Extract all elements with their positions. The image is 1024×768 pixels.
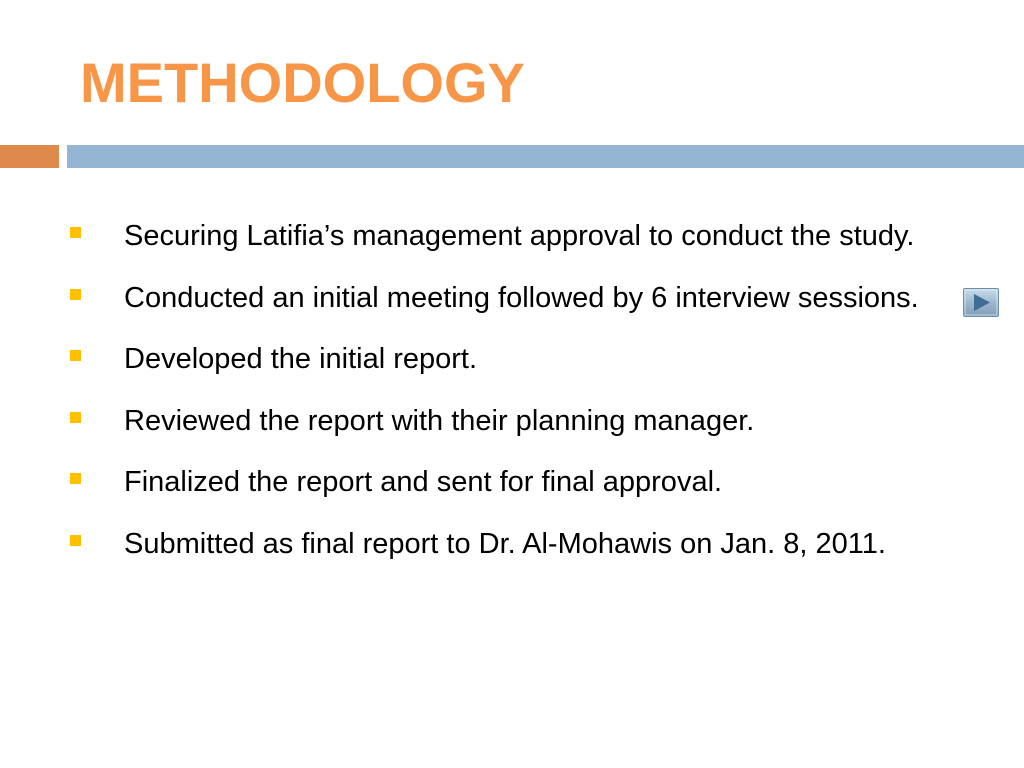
list-item <box>68 329 968 391</box>
bullet-list <box>68 206 968 575</box>
square-bullet-icon <box>70 473 81 484</box>
play-next-icon <box>963 288 999 317</box>
list-item <box>68 268 968 330</box>
bullet-text: Securing Latifia’s management approval to conduct the study. <box>124 220 915 252</box>
list-item <box>68 514 968 576</box>
bullet-text: Finalized the report and sent for final approval. <box>124 466 723 498</box>
title-divider-bar <box>67 145 1024 168</box>
bullet-text: Conducted an initial meeting followed by 6 interview sessions. <box>124 281 919 314</box>
list-item <box>68 391 968 453</box>
bullet-text: Developed the initial report. <box>124 343 478 375</box>
square-bullet-icon <box>70 289 81 300</box>
square-bullet-icon <box>70 412 81 423</box>
bullet-text: Reviewed the report with their planning manager. <box>124 404 755 437</box>
bullet-text: Submitted as final report to Dr. Al-Mohawis on Jan. 8, 2011. <box>124 527 886 560</box>
list-item <box>68 206 968 268</box>
list-item <box>68 452 968 514</box>
square-bullet-icon <box>70 227 81 238</box>
next-slide-button[interactable] <box>963 288 999 317</box>
accent-bar <box>0 145 59 168</box>
slide-title: METHODOLOGY <box>80 51 525 114</box>
square-bullet-icon <box>70 535 81 546</box>
square-bullet-icon <box>70 350 81 361</box>
